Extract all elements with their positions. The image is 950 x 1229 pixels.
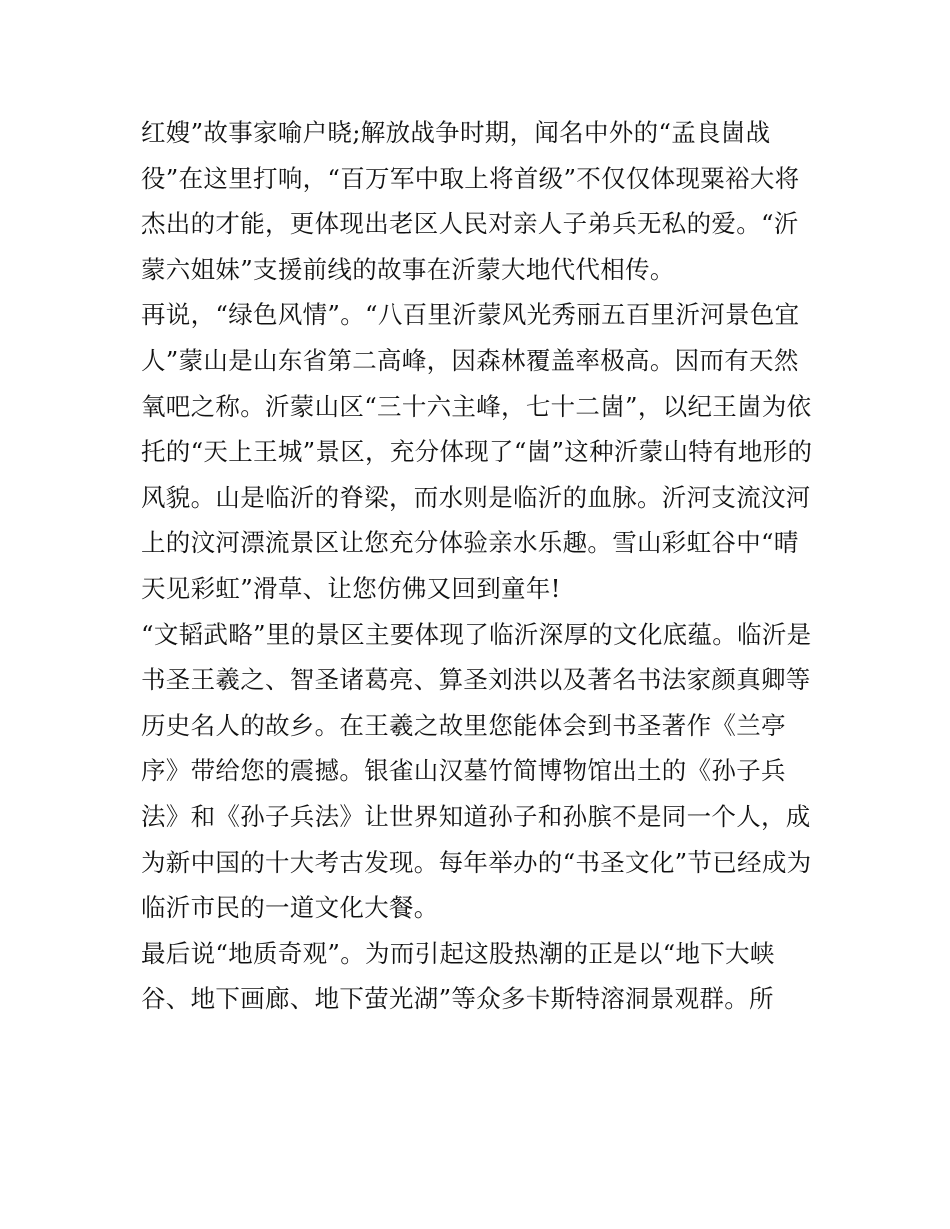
text-line: 杰出的才能，更体现出老区人民对亲人子弟兵无私的爱。“沂 [141, 209, 799, 239]
text-line: 书圣王羲之、智圣诸葛亮、算圣刘洪以及著名书法家颜真卿等 [141, 665, 811, 695]
text-line: 天见彩虹”滑草、让您仿佛又回到童年! [141, 573, 561, 603]
text-line: 风貌。山是临沂的脊梁，而水则是临沂的血脉。沂河支流汶河 [141, 482, 811, 512]
text-line: 蒙六姐妹”支援前线的故事在沂蒙大地代代相传。 [141, 254, 675, 284]
text-line: 上的汶河漂流景区让您充分体验亲水乐趣。雪山彩虹谷中“晴 [141, 528, 799, 558]
text-line: 最后说“地质奇观”。为而引起这股热潮的正是以“地下大峡 [141, 938, 775, 968]
text-line: 再说，“绿色风情”。“八百里沂蒙风光秀丽五百里沂河景色宜 [141, 300, 800, 330]
text-line: 役”在这里打响，“百万军中取上将首级”不仅仅体现粟裕大将 [141, 163, 800, 193]
text-line: 托的“天上王城”景区，充分体现了“崮”这种沂蒙山特有地形的 [141, 437, 813, 467]
text-line: 红嫂”故事家喻户晓;解放战争时期，闻名中外的“孟良崮战 [141, 118, 771, 147]
text-line: 人”蒙山是山东省第二高峰，因森林覆盖率极高。因而有天然 [141, 345, 799, 375]
text-line: 历史名人的故乡。在王羲之故里您能体会到书圣著作《兰亭 [141, 710, 786, 740]
text-line: 谷、地下画廊、地下萤光湖”等众多卡斯特溶洞景观群。所 [141, 984, 774, 1014]
text-line: 氧吧之称。沂蒙山区“三十六主峰，七十二崮”，以纪王崮为依 [141, 391, 812, 421]
text-line: 法》和《孙子兵法》让世界知道孙子和孙膑不是同一个人，成 [141, 801, 811, 831]
text-line: “文韬武略”里的景区主要体现了临沂深厚的文化底蕴。临沂是 [141, 619, 812, 649]
text-line: 临沂市民的一道文化大餐。 [141, 893, 439, 923]
body-text [141, 110, 821, 1022]
text-line: 为新中国的十大考古发现。每年举办的“书圣文化”节已经成为 [141, 847, 812, 877]
text-line: 序》带给您的震撼。银雀山汉墓竹简博物馆出土的《孙子兵 [141, 756, 786, 786]
